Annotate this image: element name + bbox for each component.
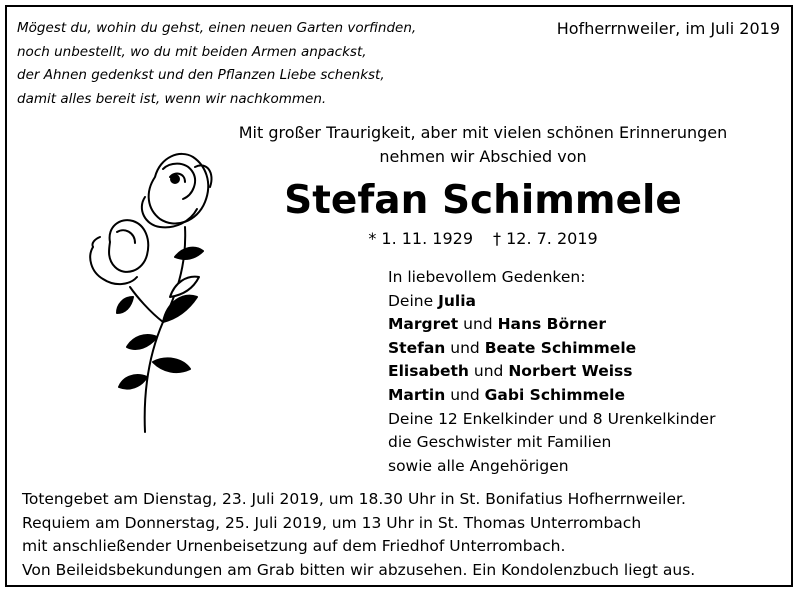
poem-line: der Ahnen gedenkst und den Pflanzen Liebe schenkst,	[17, 67, 385, 83]
life-dates	[233, 227, 733, 251]
death-date: † 12. 7. 2019	[493, 229, 598, 248]
mourner-line: Deine 12 Enkelkinder und 8 Urenkelkinder	[388, 409, 716, 428]
deceased-name: Stefan Schimmele	[284, 178, 682, 223]
mourner-name: Beate Schimmele	[484, 338, 637, 357]
intro-line: Mit großer Traurigkeit, aber mit vielen schönen Erinnerungen	[238, 123, 728, 142]
footer-line: Requiem am Donnerstag, 25. Juli 2019, um 13 Uhr in St. Thomas Unterrombach	[22, 513, 642, 532]
footer-line: mit anschließender Urnenbeisetzung auf dem Friedhof Unterrombach.	[22, 537, 566, 556]
birth-date: * 1. 11. 1929	[368, 229, 473, 248]
mourner-line: Margret und Hans Börner	[388, 315, 606, 334]
mourner-name: Elisabeth	[388, 362, 469, 381]
footer-line: Von Beileidsbekundungen am Grab bitten wir abzusehen. Ein Kondolenzbuch liegt aus.	[22, 560, 696, 579]
mourner-line: sowie alle Angehörigen	[388, 456, 569, 475]
footer-line: Totengebet am Dienstag, 23. Juli 2019, um 18.30 Uhr in St. Bonifatius Hofherrnweiler.	[22, 490, 686, 508]
mourners-heading: In liebevollem Gedenken:	[388, 268, 586, 286]
poem	[17, 17, 416, 111]
mourner-line: die Geschwister mit Familien	[388, 433, 612, 452]
mourner-line: Elisabeth und Norbert Weiss	[388, 362, 633, 381]
mourner-name: Hans Börner	[497, 315, 606, 334]
mourner-name: Gabi Schimmele	[484, 385, 625, 404]
mourner-name: Margret	[388, 315, 459, 334]
mourner-line: Deine Julia	[388, 291, 476, 310]
rose-drawing-icon	[75, 147, 225, 437]
mourner-line: Stefan und Beate Schimmele	[388, 338, 637, 357]
intro-text	[233, 121, 733, 169]
mourners-list	[388, 266, 715, 478]
poem-line: noch unbestellt, wo du mit beiden Armen anpackst,	[17, 43, 367, 60]
intro-line: nehmen wir Abschied von	[379, 147, 587, 166]
service-details	[22, 488, 695, 582]
poem-line: damit alles bereit ist, wenn wir nachkommen.	[17, 90, 327, 107]
mourner-name: Norbert Weiss	[508, 362, 633, 381]
obituary-frame	[5, 5, 793, 587]
mourner-line: Martin und Gabi Schimmele	[388, 385, 625, 404]
place-date: Hofherrnweiler, im Juli 2019	[556, 19, 780, 38]
mourner-name: Julia	[438, 291, 476, 310]
mourner-name: Stefan	[388, 338, 446, 357]
poem-line: Mögest du, wohin du gehst, einen neuen Garten vorfinden,	[17, 20, 417, 36]
mourner-name: Martin	[388, 385, 446, 404]
